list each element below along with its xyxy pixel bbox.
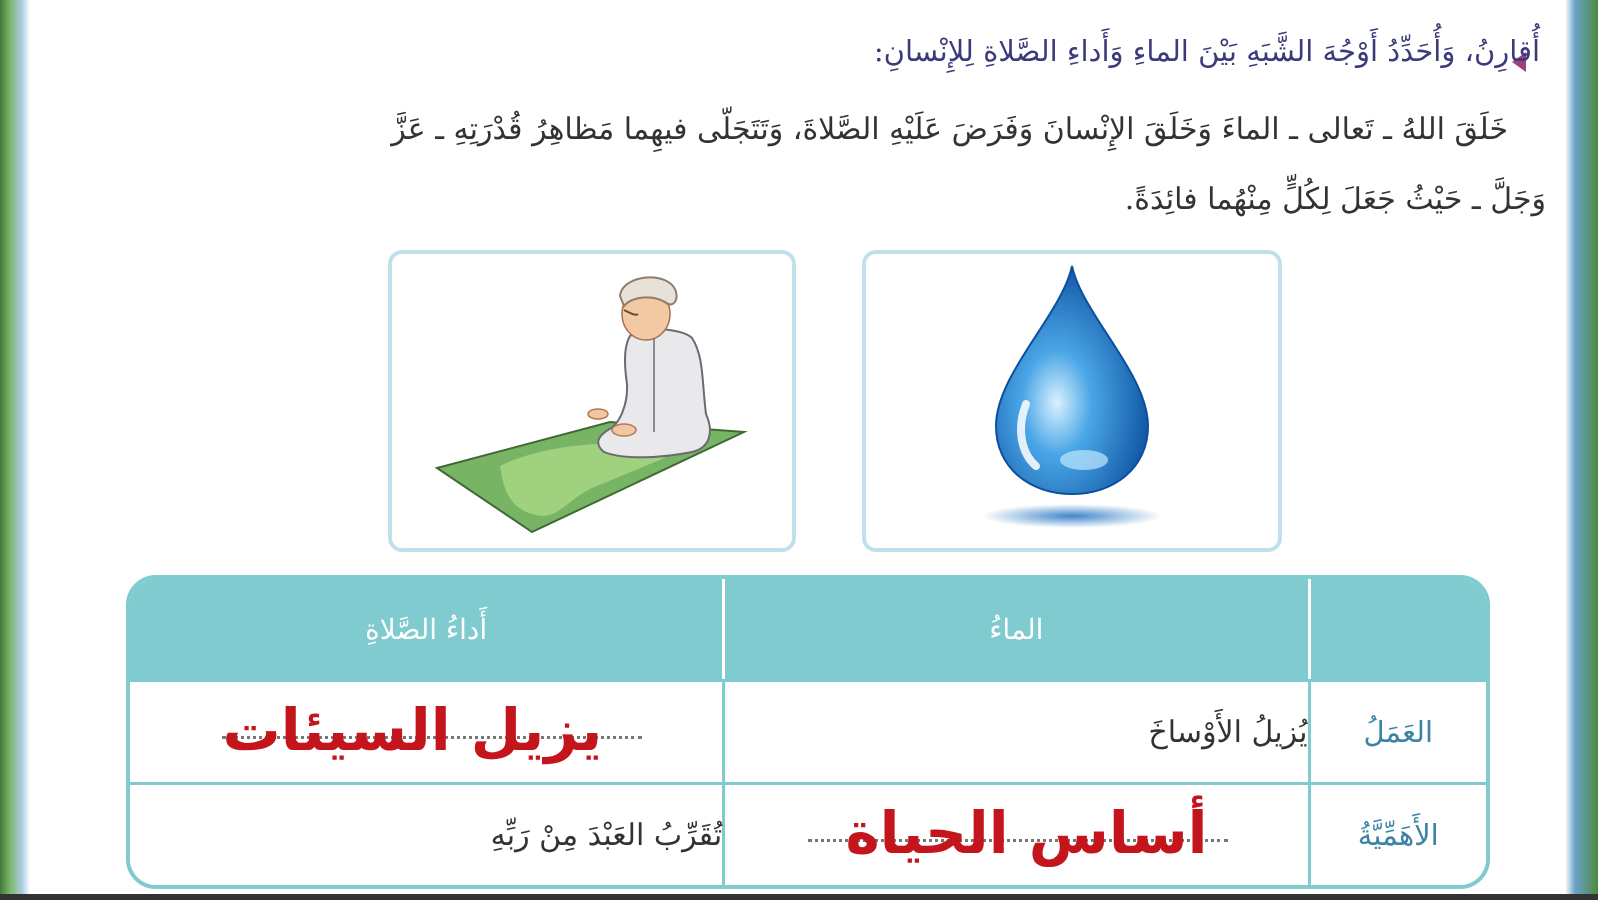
water-image-card — [862, 250, 1282, 552]
header-water: الماءُ — [722, 579, 1307, 679]
row-label-action: العَمَلُ — [1308, 679, 1486, 782]
cell-water-action: يُزيلُ الأَوْساخَ — [722, 679, 1307, 782]
boy-praying-illustration — [392, 254, 792, 548]
cell-water-importance[interactable] — [722, 782, 1307, 885]
header-prayer: أَداءُ الصَّلاةِ — [130, 579, 722, 679]
comparison-table — [126, 575, 1490, 889]
header-empty — [1308, 579, 1486, 679]
paragraph-line-1: خَلَقَ اللهُ ـ تَعالى ـ الماءَ وَخَلَقَ الإِنْسانَ وَفَرَضَ عَلَيْهِ الصَّلاةَ، وَتَتَجَلّى فيهِما مَظاهِرُ قُدْرَتِهِ ـ عَزَّ — [391, 112, 1508, 147]
bottom-border — [0, 894, 1598, 900]
cell-prayer-importance: تُقَرِّبُ العَبْدَ مِنْ رَبِّهِ — [130, 782, 722, 885]
paragraph-line-2: وَجَلَّ ـ حَيْثُ جَعَلَ لِكُلٍّ مِنْهُما فائِدَةً. — [1124, 182, 1546, 217]
prayer-image-card — [388, 250, 796, 552]
handwritten-answer: يزيل السيئات — [222, 696, 603, 764]
row-label-importance: الأَهَمِّيَّةُ — [1308, 782, 1486, 885]
handwritten-answer: أساس الحياة — [845, 799, 1208, 867]
water-drop-icon — [866, 254, 1278, 548]
cell-prayer-action[interactable] — [130, 679, 722, 782]
instruction-heading: أُقارِنُ، وَأُحَدِّدُ أَوْجُهَ الشَّبَهِ بَيْنَ الماءِ وَأَداءِ الصَّلاةِ لِلإِنْسانِ: — [873, 34, 1540, 68]
